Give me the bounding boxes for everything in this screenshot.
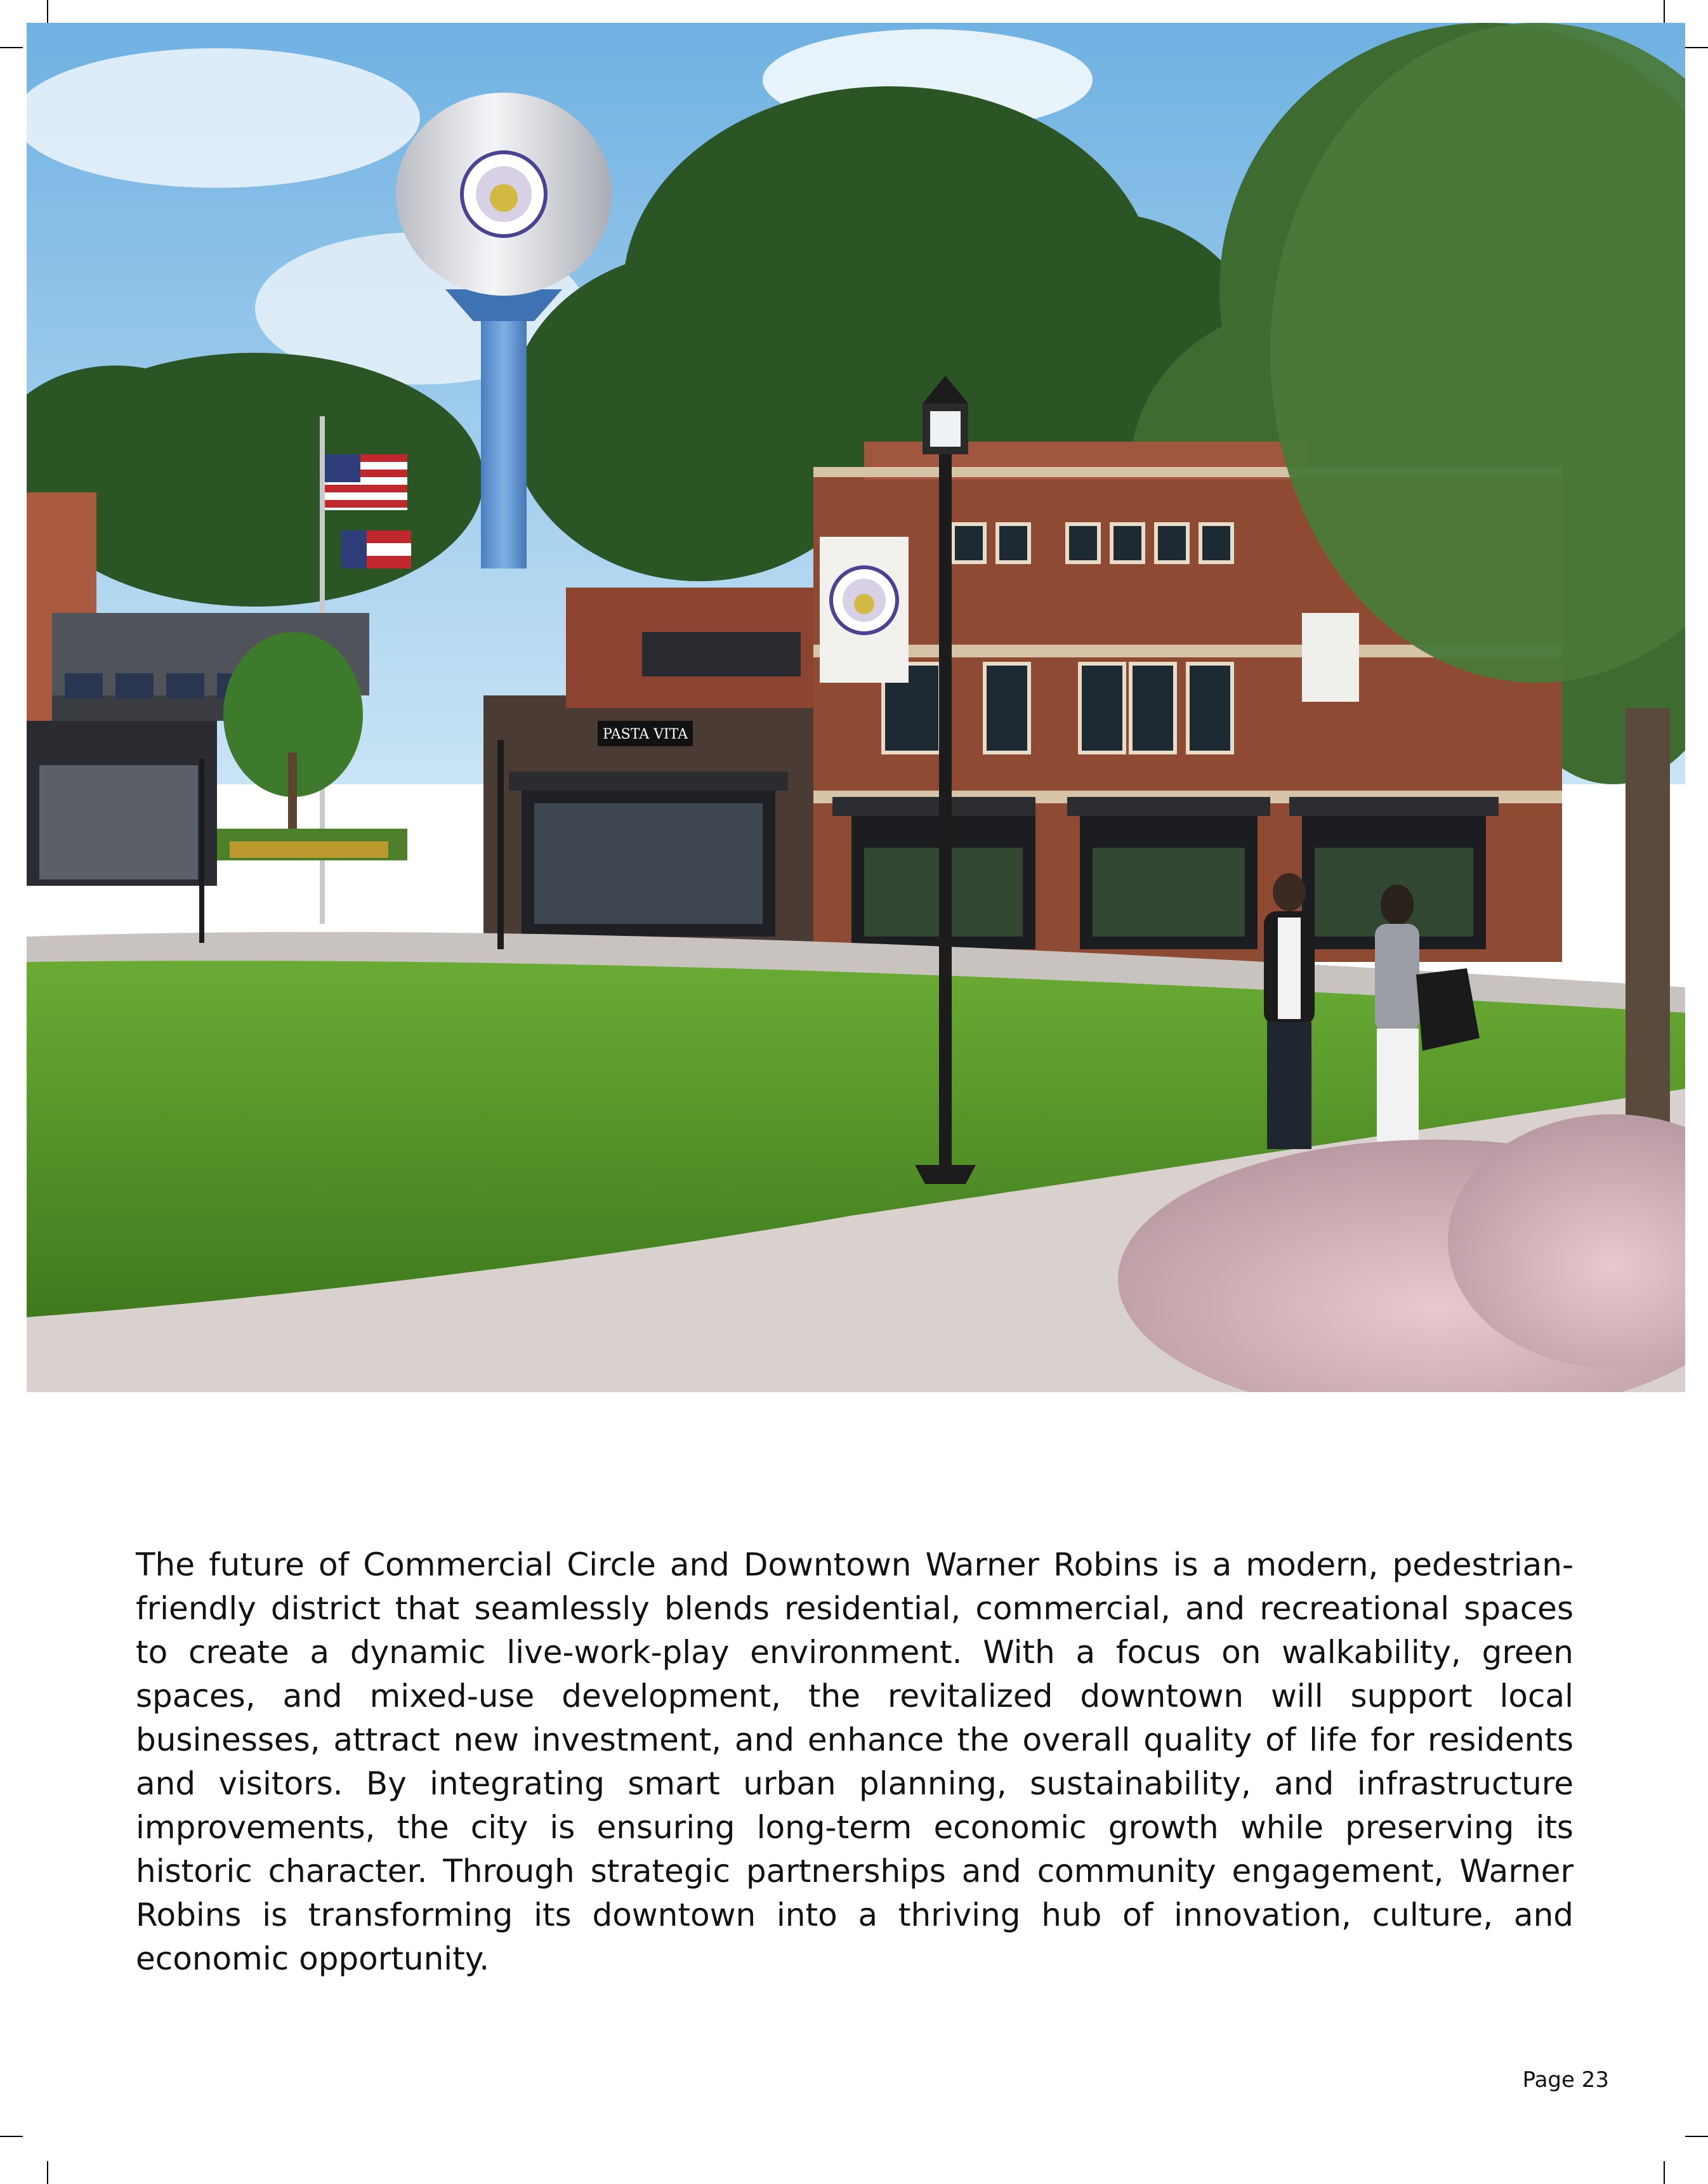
svg-text:PASTA VITA: PASTA VITA <box>602 727 688 742</box>
crop-mark-bottom-right <box>1664 2161 1665 2184</box>
storefront-sign <box>598 721 693 746</box>
crop-mark-top-left <box>47 0 48 23</box>
crop-mark-top-left-h <box>0 47 23 48</box>
tower-seal-icon <box>462 152 546 236</box>
crop-mark-top-right <box>1664 0 1665 23</box>
crop-mark-bottom-left-h <box>0 2136 23 2137</box>
crop-mark-bottom-right-h <box>1685 2136 1708 2137</box>
hero-image <box>27 23 1685 1392</box>
us-flag-icon <box>325 454 407 510</box>
banner-seal-icon <box>820 537 909 683</box>
crop-mark-bottom-left <box>47 2161 48 2184</box>
crop-mark-top-right-h <box>1685 47 1708 48</box>
georgia-flag-icon <box>341 530 411 569</box>
body-paragraph: The future of Commercial Circle and Downtown Warner Robins is a modern, pedestrian-friendly district that seamlessly blends residential, commercial, and recreational spaces to create a dynamic live-work-play environment. With a focus on walkability, green spaces, and mixed-use development, the revitalized downtown will support local businesses, attract new investment, and enhance the overall quality of life for residents and visitors. By integrating smart urban planning, sustainability, and infrastructure improvements, the city is ensuring long-term economic growth while preserving its historic character. Through strategic partnerships and community engagement, Warner Robins is transforming its downtown into a thriving hub of innovation, culture, and economic opportunity. <box>136 1546 1573 1977</box>
page-number: Page 23 <box>1522 2067 1609 2093</box>
